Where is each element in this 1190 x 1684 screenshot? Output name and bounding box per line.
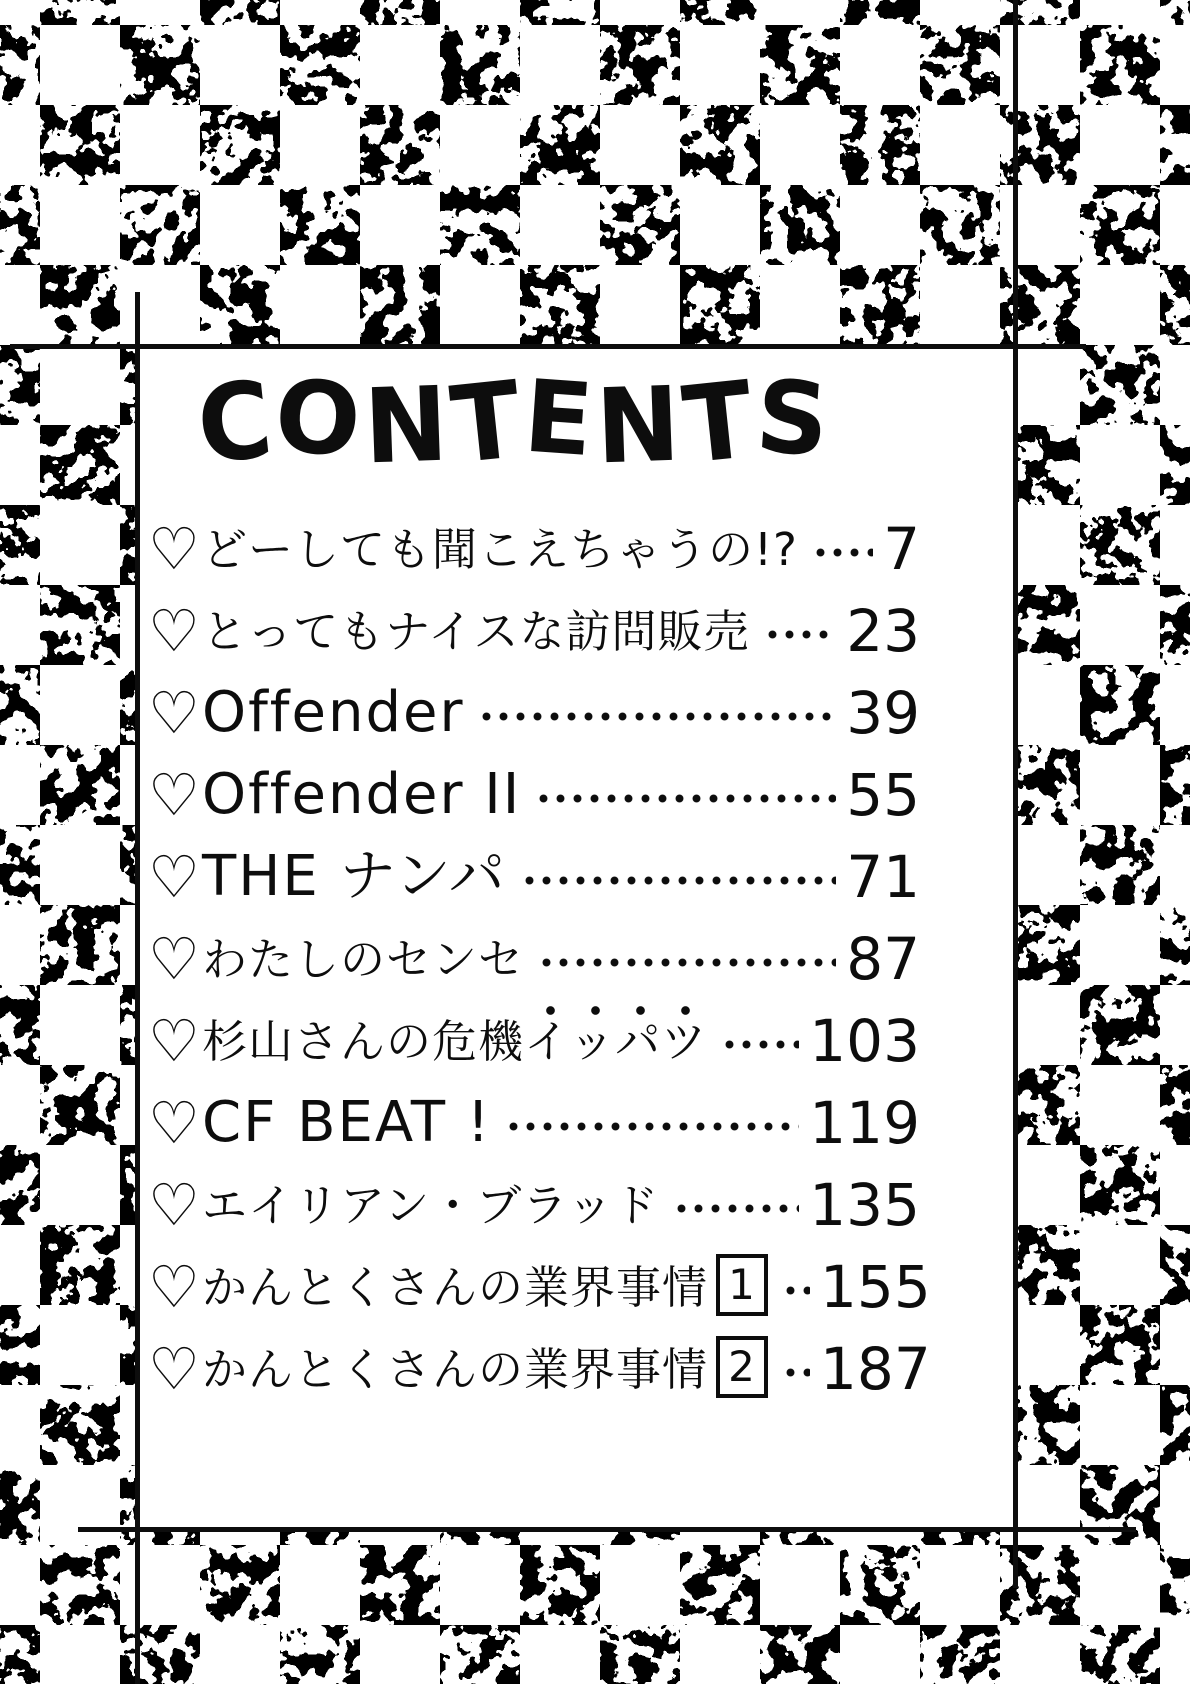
- toc-entry-page-number: 187: [820, 1335, 931, 1403]
- toc-entry: [148, 918, 920, 1000]
- toc-entry-page-number: 55: [846, 761, 920, 829]
- page-title-letter: N: [362, 363, 454, 488]
- toc-entry-title: CF BEAT !: [202, 1090, 492, 1155]
- boxed-number: 1: [716, 1254, 768, 1316]
- toc-list: [148, 508, 931, 1410]
- page-title-letter: T: [677, 357, 763, 488]
- page-title: [170, 356, 860, 489]
- toc-entry-page-number: 155: [820, 1253, 931, 1321]
- page-title-letter: E: [520, 357, 601, 480]
- boxed-number: 2: [716, 1336, 768, 1398]
- toc-entry-page-number: 135: [809, 1171, 920, 1239]
- dotted-leader: [782, 1284, 810, 1297]
- toc-entry-title: Offender: [202, 680, 465, 745]
- heart-icon: ♡: [148, 1089, 200, 1157]
- page-title-letter: O: [271, 357, 369, 480]
- frame-line-bottom: [78, 1527, 1136, 1532]
- page-title-letter: T: [445, 357, 531, 488]
- frame-line-top: [10, 344, 1086, 349]
- toc-entry-title: 杉山さんの危機 イッパツ: [202, 1019, 707, 1064]
- page-title-letter: C: [191, 356, 282, 489]
- toc-entry: [148, 1246, 931, 1328]
- toc-entry-page-number: 87: [846, 925, 920, 993]
- toc-entry-title: どーしても聞こえちゃうの!?: [202, 522, 798, 576]
- toc-entry-page-number: 7: [883, 515, 920, 583]
- toc-entry: [148, 508, 920, 590]
- toc-entry-title: とってもナイスな訪問販売: [202, 604, 750, 658]
- toc-entry: [148, 1000, 920, 1082]
- toc-entry: [148, 1164, 920, 1246]
- toc-entry-title: かんとくさんの業界事情 2: [202, 1338, 768, 1400]
- dotted-leader: [478, 710, 836, 723]
- toc-entry-title: Offender II: [202, 762, 522, 827]
- frame-line-left: [135, 292, 140, 1684]
- toc-entry: [148, 1082, 920, 1164]
- dotted-leader: [764, 628, 837, 641]
- dotted-leader: [673, 1202, 799, 1215]
- toc-entry-page-number: 71: [846, 843, 920, 911]
- heart-icon: ♡: [148, 843, 200, 911]
- heart-icon: ♡: [148, 925, 200, 993]
- toc-entry-title: エイリアン・ブラッド: [202, 1178, 660, 1232]
- toc-entry: [148, 1328, 931, 1410]
- heart-icon: ♡: [148, 1253, 200, 1321]
- toc-entry: [148, 590, 920, 672]
- toc-entry-page-number: 23: [846, 597, 920, 665]
- dotted-leader: [521, 874, 836, 887]
- dotted-leader: [812, 546, 873, 559]
- toc-entry-title: かんとくさんの業界事情 1: [202, 1256, 768, 1318]
- dotted-leader: [538, 956, 836, 969]
- heart-icon: ♡: [148, 597, 200, 665]
- dotted-leader: [535, 792, 836, 805]
- toc-entry-title: THE ナンパ: [202, 844, 507, 909]
- toc-entry-page-number: 39: [846, 679, 920, 747]
- toc-entry: [148, 754, 920, 836]
- dotted-leader: [721, 1038, 799, 1051]
- toc-entry: [148, 672, 920, 754]
- emphasis-dotted-text: イッパツ: [524, 1004, 707, 1064]
- frame-line-right: [1013, 0, 1018, 1588]
- toc-entry-title: わたしのセンセ: [202, 932, 525, 986]
- toc-entry-page-number: 119: [809, 1089, 920, 1157]
- heart-icon: ♡: [148, 679, 200, 747]
- toc-entry-page-number: 103: [809, 1007, 920, 1075]
- heart-icon: ♡: [148, 1171, 200, 1239]
- page-title-letter: N: [594, 363, 687, 488]
- dotted-leader: [782, 1366, 810, 1379]
- dotted-leader: [505, 1120, 799, 1133]
- heart-icon: ♡: [148, 1007, 200, 1075]
- page-title-letter: S: [752, 357, 837, 480]
- toc-entry: [148, 836, 920, 918]
- heart-icon: ♡: [148, 761, 200, 829]
- heart-icon: ♡: [148, 515, 200, 583]
- heart-icon: ♡: [148, 1335, 200, 1403]
